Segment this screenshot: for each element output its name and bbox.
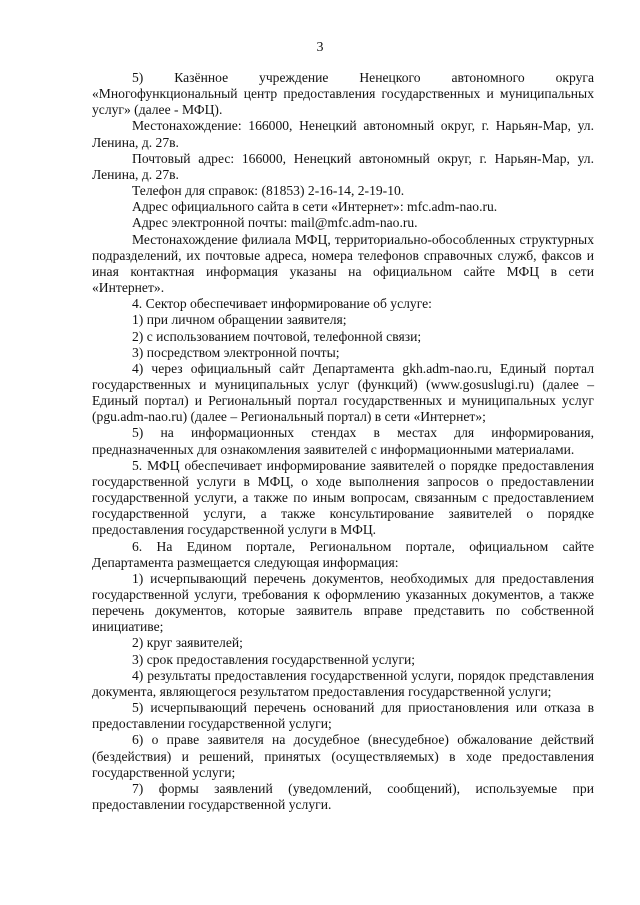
list-item-applicants: 2) круг заявителей;	[132, 635, 243, 651]
paragraph-mfc-postal-address: Почтовый адрес: 166000, Ненецкий автономный округ, г. Нарьян-Мар, ул. Ленина, д. 27в.	[92, 150, 594, 182]
list-item-appeal-rights: 6) о праве заявителя на досудебное (внесудебное) обжалование действий (бездействия) и решений, принятых (осуществляемых) в ходе предоставления государственной услуги;	[92, 732, 594, 780]
paragraph-mfc-name: 5) Казённое учреждение Ненецкого автономного округа «Многофункциональный центр предоставления государственных и муниципальных услуг» (далее - МФЦ).	[92, 70, 594, 118]
paragraph-section-6: 6. На Едином портале, Региональном портале, официальном сайте Департамента размещается следующая информация:	[92, 538, 594, 570]
list-item-email: 3) посредством электронной почты;	[132, 344, 340, 360]
paragraph-mfc-phone: Телефон для справок: (81853) 2-16-14, 2-19-10.	[132, 183, 405, 199]
document-body	[92, 70, 594, 813]
list-item-term: 3) срок предоставления государственной услуги;	[132, 651, 416, 667]
list-item-post-phone: 2) с использованием почтовой, телефонной связи;	[132, 328, 422, 344]
paragraph-section-4: 4. Сектор обеспечивает информирование об услуге:	[132, 296, 432, 312]
list-item-info-stands: 5) на информационных стендах в местах для информирования, предназначенных для ознакомления заявителей с информационными материалами.	[92, 425, 594, 457]
paragraph-mfc-email: Адрес электронной почты: mail@mfc.adm-nao.ru.	[132, 215, 418, 231]
list-item-forms: 7) формы заявлений (уведомлений, сообщений), используемые при предоставлении государственной услуги.	[92, 780, 594, 813]
list-item-portals: 4) через официальный сайт Департамента gkh.adm-nao.ru, Единый портал государственных и муниципальных услуг (функций) (www.gosuslugi.ru) (далее – Единый портал) и Региональный портал государственных и муниципальных услуг (pgu.adm-nao.ru) (далее – Региональный портал) в сети «Интернет»;	[92, 360, 594, 425]
paragraph-mfc-website: Адрес официального сайта в сети «Интернет»: mfc.adm-nao.ru.	[132, 199, 498, 215]
paragraph-section-5: 5. МФЦ обеспечивает информирование заявителей о порядке предоставления государственной услуги в МФЦ, о ходе выполнения запросов о предоставлении государственной услуги, а также по иным вопросам, связанным с предоставлением государственной услуги, а также консультирование заявителей о порядке предоставления государственной услуги в МФЦ.	[92, 457, 594, 538]
paragraph-mfc-branches: Местонахождение филиала МФЦ, территориально-обособленных структурных подразделений, их почтовые адреса, номера телефонов справочных служб, факсов и иная контактная информация указаны на официальном сайте МФЦ в сети «Интернет».	[92, 231, 594, 296]
page-number: 3	[316, 40, 324, 55]
list-item-grounds-refusal: 5) исчерпывающий перечень оснований для приостановления или отказа в предоставлении государственной услуги;	[92, 700, 594, 732]
list-item-personal-visit: 1) при личном обращении заявителя;	[132, 312, 347, 328]
list-item-documents: 1) исчерпывающий перечень документов, необходимых для предоставления государственной услуги, требования к оформлению указанных документов, а также перечень документов, которые заявитель вправе представить по собственной инициативе;	[92, 570, 594, 635]
list-item-results: 4) результаты предоставления государственной услуги, порядок представления документа, являющегося результатом предоставления государственной услуги;	[92, 667, 594, 699]
paragraph-mfc-location: Местонахождение: 166000, Ненецкий автономный округ, г. Нарьян-Мар, ул. Ленина, д. 27в.	[92, 118, 594, 150]
